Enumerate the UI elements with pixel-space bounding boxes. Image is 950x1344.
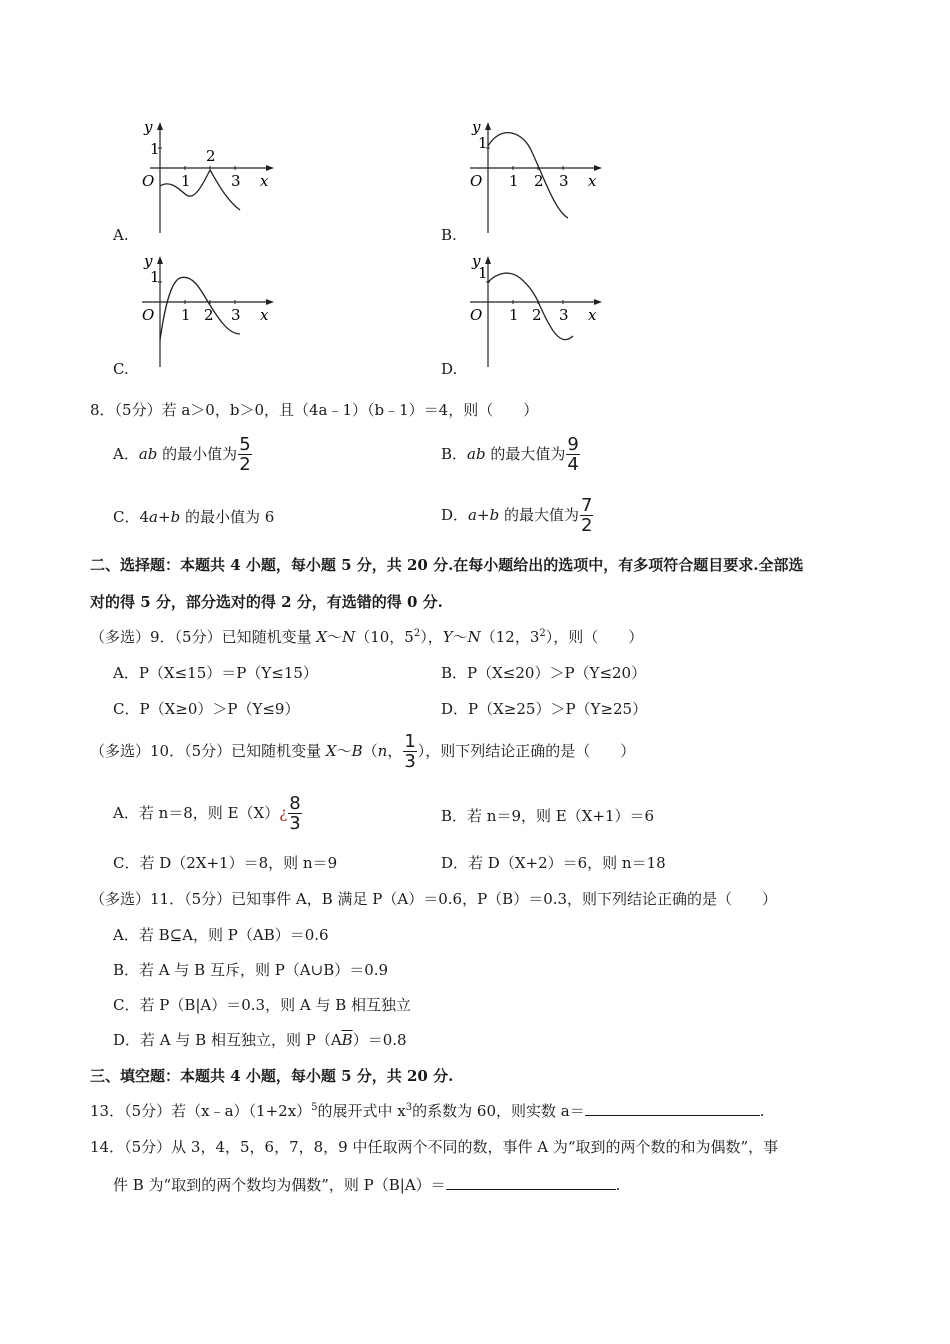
question-9-stem: （多选）9．（5分）已知随机变量 X～N（10，$5^2$），Y～N（12，$3^2$），则（ ） — [90, 628, 644, 646]
svg-text:y: y — [144, 252, 153, 270]
question-9-option-a: A．P（X≤15）＝P（Y≤15） — [113, 664, 318, 682]
svg-text:2: 2 — [532, 306, 542, 324]
graph-option-a — [130, 118, 280, 243]
fraction: $\frac{8}{3}$ — [289, 793, 301, 834]
svg-text:3: 3 — [559, 172, 569, 190]
svg-text:3: 3 — [231, 172, 241, 190]
answer-blank[interactable] — [585, 1101, 760, 1116]
svg-text:1: 1 — [478, 264, 488, 282]
question-8-option-c: C．4a+b 的最小值为 6 — [113, 508, 275, 526]
fraction: $\frac{5}{2}$ — [239, 434, 251, 475]
question-8-option-a: A．ab 的最小值为 $\frac{5}{2}$ — [113, 434, 251, 475]
graph-option-c — [130, 252, 280, 377]
question-10-option-b: B．若 n＝9，则 E（X+1）＝6 — [441, 807, 655, 825]
question-8-option-b: B．ab 的最大值为 $\frac{9}{4}$ — [441, 434, 579, 475]
svg-text:O: O — [142, 172, 155, 190]
question-8-option-d: D．a+b 的最大值为 $\frac{7}{2}$ — [441, 495, 593, 536]
svg-text:O: O — [470, 306, 483, 324]
answer-blank[interactable] — [446, 1175, 616, 1190]
fraction: $\frac{7}{2}$ — [580, 495, 593, 536]
svg-text:1: 1 — [150, 268, 160, 286]
fraction: $\frac{9}{4}$ — [567, 434, 579, 475]
option-d-label: D. — [441, 360, 458, 378]
svg-text:O: O — [470, 172, 483, 190]
question-11-option-d: D．若 A 与 B 相互独立，则 $P(A\overline{B})=0.8$ — [113, 1031, 407, 1049]
option-a-label: A. — [113, 226, 129, 244]
question-11-stem: （多选）11．（5分）已知事件 A，B 满足 P（A）＝0.6，P（B）＝0.3，则下列结论正确的是（ ） — [90, 890, 778, 908]
svg-text:2: 2 — [534, 172, 544, 190]
fraction: $\frac{1}{3}$ — [404, 731, 416, 772]
svg-text:2: 2 — [206, 147, 216, 165]
section-2-title-line2: 对的得 5 分，部分选对的得 2 分，有选错的得 0 分. — [90, 593, 443, 611]
question-11-option-b: B．若 A 与 B 互斥，则 P（A∪B）＝0.9 — [113, 961, 389, 979]
svg-text:x: x — [260, 306, 269, 324]
question-10-option-a: A．若 n＝8，则 E（X）¿ $\frac{8}{3}$ — [113, 793, 301, 834]
svg-text:x: x — [588, 306, 597, 324]
question-14-line1: 14．（5分）从 3，4，5，6，7，8，9 中任取两个不同的数，事件 A 为“取到的两个数的和为偶数”，事 — [90, 1138, 779, 1156]
question-9-option-d: D．P（X≥25）＞P（Y≥25） — [441, 700, 648, 718]
graph-option-b — [458, 118, 608, 243]
svg-text:y: y — [472, 118, 481, 136]
svg-text:3: 3 — [559, 306, 569, 324]
option-b-label: B. — [441, 226, 457, 244]
svg-text:2: 2 — [204, 306, 214, 324]
svg-text:1: 1 — [478, 134, 488, 152]
svg-text:y: y — [472, 252, 481, 270]
svg-text:x: x — [588, 172, 597, 190]
question-9-option-c: C．P（X≥0）＞P（Y≤9） — [113, 700, 300, 718]
section-3-title: 三、填空题：本题共 4 小题，每小题 5 分，共 20 分. — [90, 1067, 454, 1085]
question-10-option-c: C．若 D（2X+1）＝8，则 n＝9 — [113, 854, 338, 872]
svg-text:y: y — [144, 118, 153, 136]
svg-text:1: 1 — [509, 306, 519, 324]
question-13: 13．（5分）若$(x﹣a)(1+2x)^5$的展开式中 $x^3$的系数为 60，则实数 a＝ . — [90, 1102, 765, 1120]
graph-option-d — [458, 252, 608, 377]
question-8-stem: 8．（5分）若 a＞0，b＞0，且（4a﹣1）（b﹣1）＝4，则（ ） — [90, 401, 539, 419]
svg-text:1: 1 — [150, 140, 160, 158]
svg-text:1: 1 — [181, 172, 191, 190]
svg-text:3: 3 — [231, 306, 241, 324]
section-2-title-line1: 二、选择题：本题共 4 小题，每小题 5 分，共 20 分.在每小题给出的选项中，有多项符合题目要求.全部选 — [90, 556, 804, 574]
svg-text:1: 1 — [509, 172, 519, 190]
question-9-option-b: B．P（X≤20）＞P（Y≤20） — [441, 664, 647, 682]
question-11-option-c: C．若 P（B|A）＝0.3，则 A 与 B 相互独立 — [113, 996, 412, 1014]
option-c-label: C. — [113, 360, 129, 378]
svg-text:x: x — [260, 172, 269, 190]
svg-text:O: O — [142, 306, 155, 324]
question-10-stem: （多选）10．（5分）已知随机变量 X～B（n， $\frac{1}{3}$ ），则下列结论正确的是（ ） — [90, 731, 636, 772]
question-14-line2: 件 B 为“取到的两个数均为偶数”，则 P（B|A）＝ . — [113, 1176, 621, 1194]
question-10-option-d: D．若 D（X+2）＝6，则 n＝18 — [441, 854, 666, 872]
svg-text:1: 1 — [181, 306, 191, 324]
question-11-option-a: A．若 B⊆A，则 P（AB）＝0.6 — [113, 926, 329, 944]
